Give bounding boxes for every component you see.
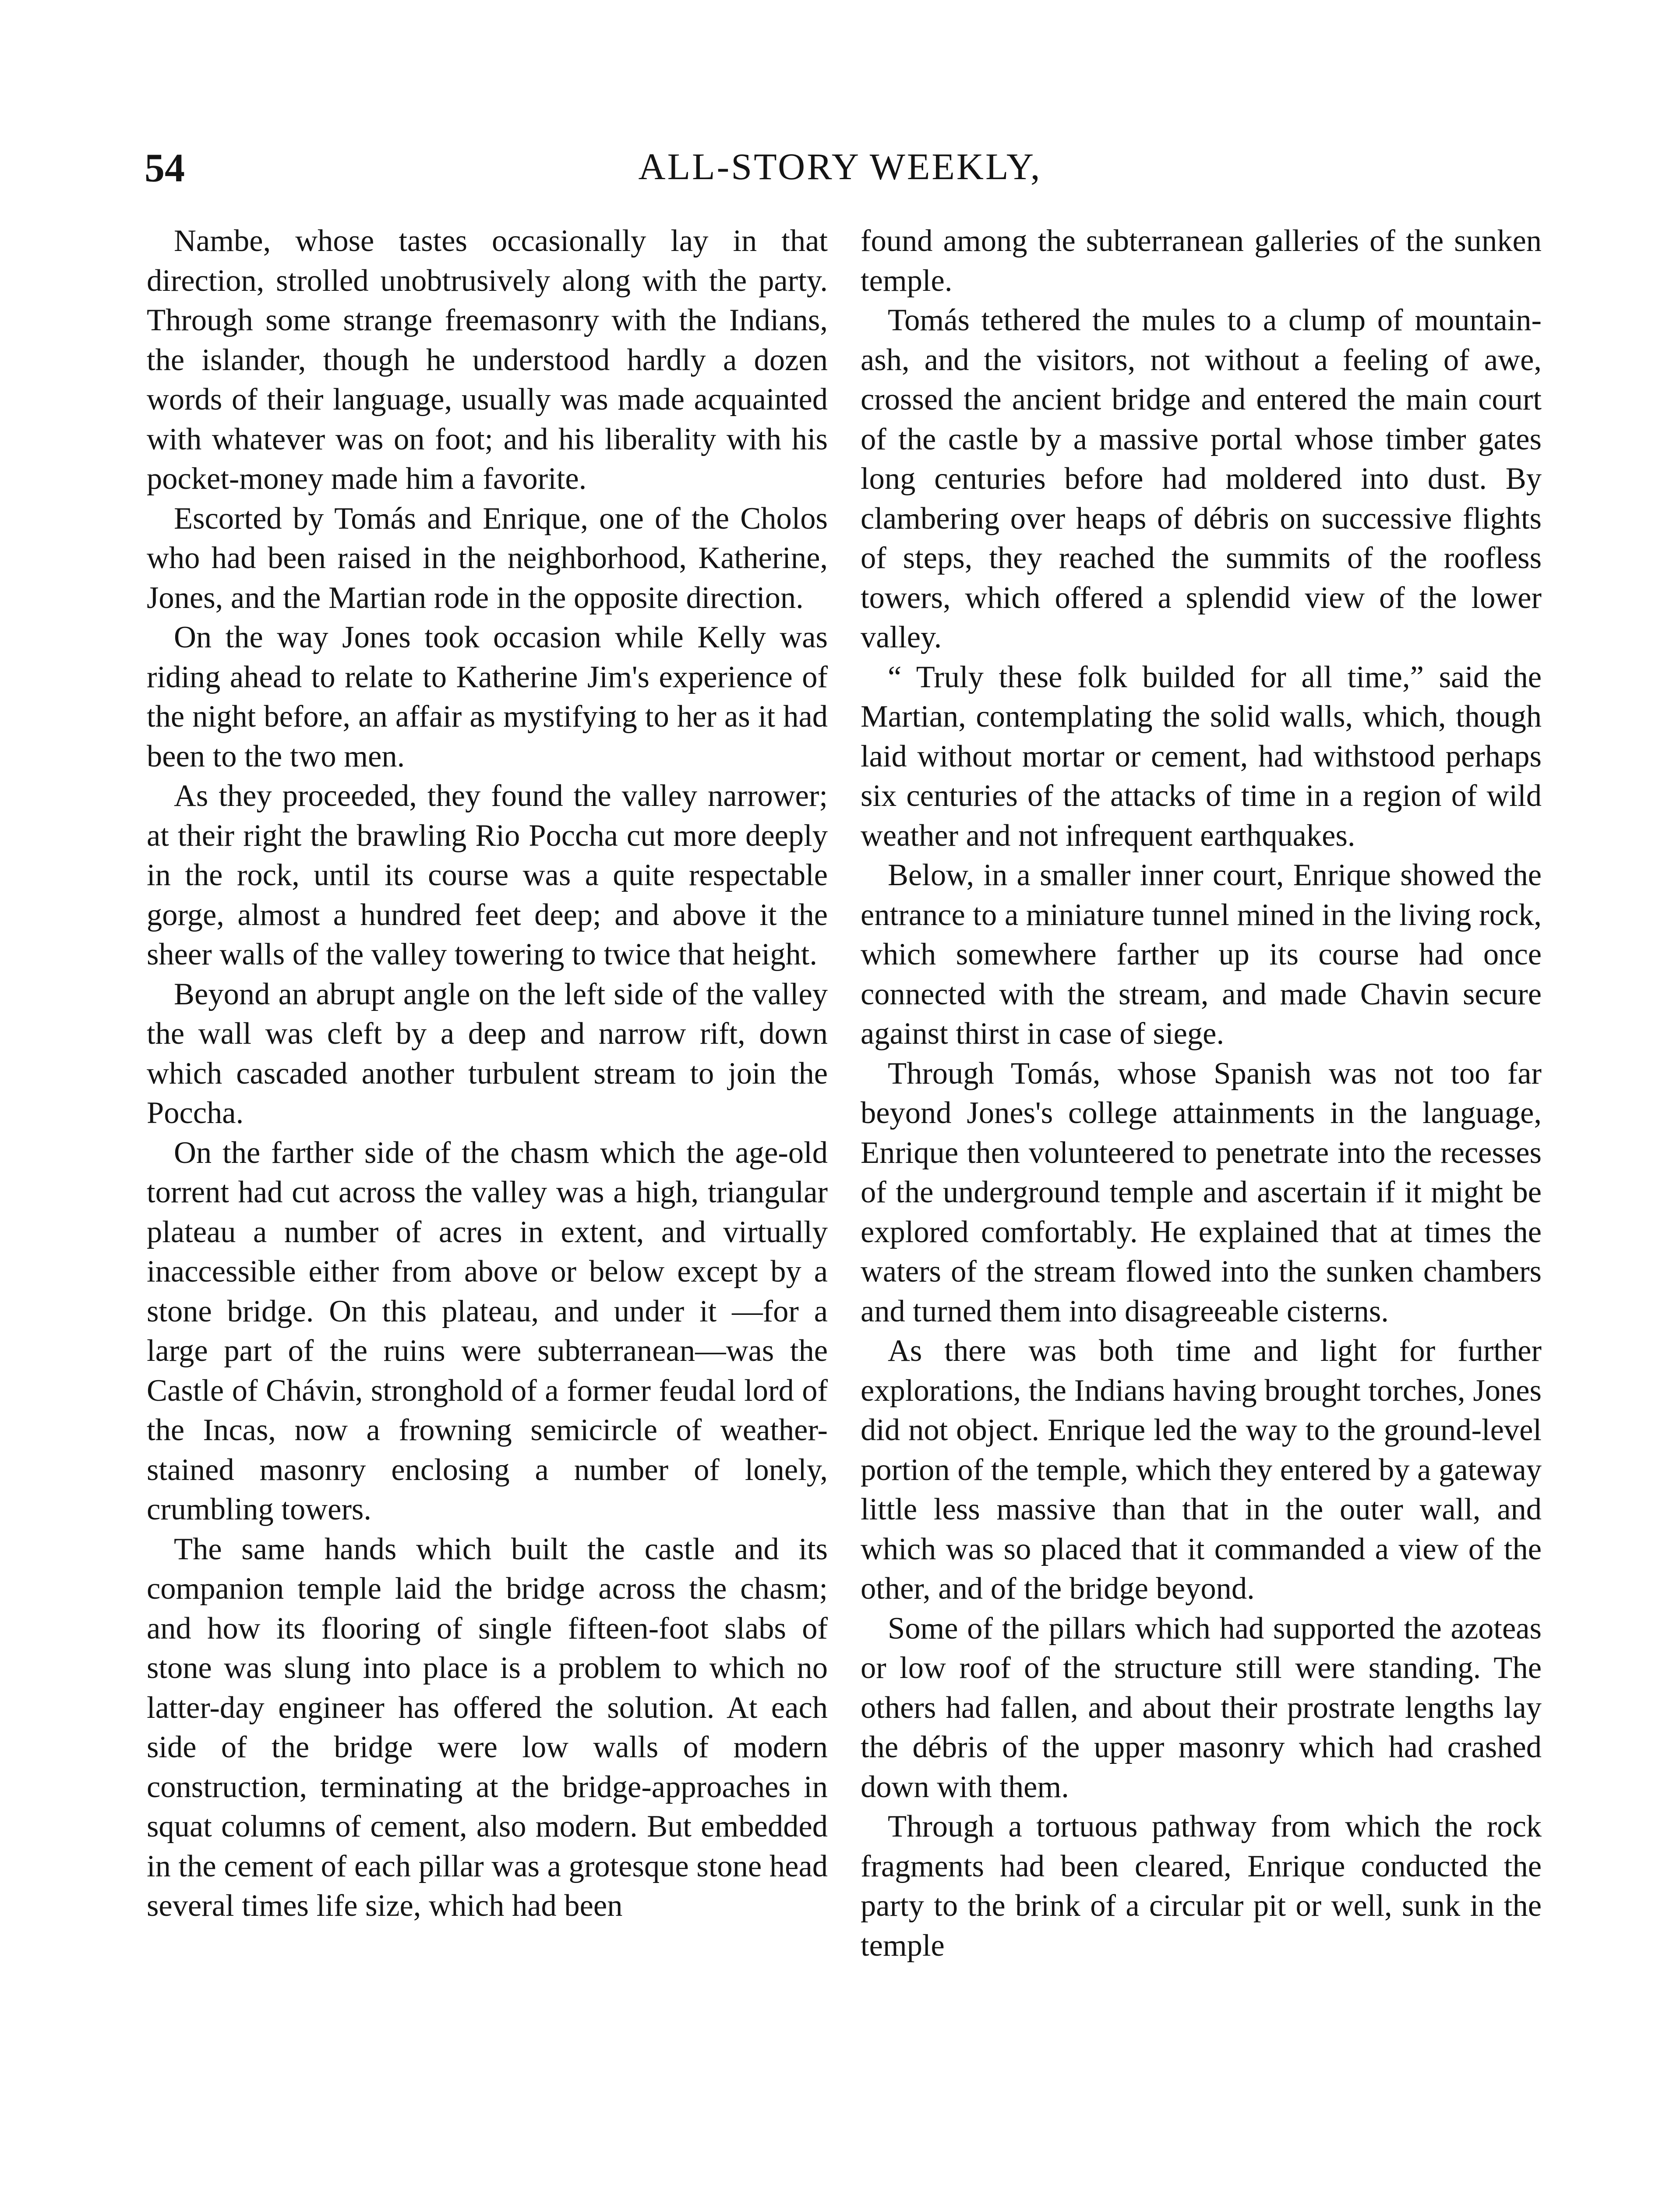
page-number: 54 <box>145 145 185 190</box>
paragraph: On the way Jones took occasion while Kelly was riding ahead to relate to Katherine Jim's experience of the night before, an affair as mystifying to her as it had been to the two men. <box>147 620 828 774</box>
right-column <box>861 221 1542 2190</box>
paragraph: Tomás tethered the mules to a clump of mountain-ash, and the visitors, not without a feeling of awe, crossed the ancient bridge and entered the main court of the castle by a massive portal whose timber gates long centuries before had moldered into dust. By clambering over heaps of débris on successive flights of steps, they reached the summits of the roofless towers, which offered a splendid view of the lower valley. <box>861 303 1542 654</box>
paragraph: As they proceeded, they found the valley narrower; at their right the brawling Rio Poccha cut more deeply in the rock, until its course was a quite respectable gorge, almost a hundred feet deep; and above it the sheer walls of the valley towering to twice that height. <box>147 779 828 971</box>
paragraph: “ Truly these folk builded for all time,” said the Martian, contemplating the solid walls, which, though laid without mortar or cement, had withstood perhaps six centuries of the attacks of time in a region of wild weather and not infrequent earthquakes. <box>861 660 1542 853</box>
paragraph: The same hands which built the castle and its companion temple laid the bridge across the chasm; and how its flooring of single fifteen-foot slabs of stone was slung into place is a problem to which no latter-day engineer has offered the solution. At each side of the bridge were low walls of modern construction, terminating at the bridge-approaches in squat columns of cement, also modern. But embedded in the cement of each pillar was a grotesque stone head several times life size, which had been <box>147 1532 828 1923</box>
paragraph: Escorted by Tomás and Enrique, one of the Cholos who had been raised in the neighborhood, Katherine, Jones, and the Martian rode in the opposite direction. <box>147 501 828 615</box>
paragraph: Through a tortuous pathway from which the rock fragments had been cleared, Enrique conducted the party to the brink of a circular pit or well, sunk in the temple <box>861 1809 1542 1963</box>
paragraph-continued: found among the subterranean galleries of the sunken temple. <box>861 224 1542 298</box>
paragraph: As there was both time and light for further explorations, the Indians having brought torches, Jones did not object. Enrique led the way to the ground-level portion of the temple, which they entered by a gateway little less massive than that in the outer wall, and which was so placed that it commanded a view of the other, and of the bridge beyond. <box>861 1334 1542 1606</box>
page-header <box>0 145 1680 201</box>
paragraph: Nambe, whose tastes occasionally lay in that direction, strolled unobtrusively along with the party. Through some strange freemasonry with the Indians, the islander, though he understood hardly a dozen words of their language, usually was made acquainted with whatever was on foot; and his liberality with his pocket-money made him a favorite. <box>147 224 828 496</box>
left-column <box>147 221 828 2190</box>
paragraph: Through Tomás, whose Spanish was not too far beyond Jones's college attainments in the language, Enrique then volunteered to penetrate into the recesses of the underground temple and ascertain if it might be explored comfortably. He explained that at times the waters of the stream flowed into the sunken chambers and turned them into disagreeable cisterns. <box>861 1056 1542 1328</box>
paragraph: On the farther side of the chasm which the age-old torrent had cut across the valley was a high, triangular plateau a number of acres in extent, and virtually inaccessible either from above or below except by a stone bridge. On this plateau, and under it —for a large part of the ruins were subterranean—was the Castle of Chávin, stronghold of a former feudal lord of the Incas, now a frowning semicircle of weather-stained masonry enclosing a number of lonely, crumbling towers. <box>147 1135 828 1526</box>
paragraph: Below, in a smaller inner court, Enrique showed the entrance to a miniature tunnel mined in the living rock, which somewhere farther up its course had once connected with the stream, and made Chavin secure against thirst in case of siege. <box>861 858 1542 1051</box>
paragraph: Some of the pillars which had supported the azoteas or low roof of the structure still were standing. The others had fallen, and about their prostrate lengths lay the débris of the upper masonry which had crashed down with them. <box>861 1611 1542 1804</box>
paragraph: Beyond an abrupt angle on the left side of the valley the wall was cleft by a deep and narrow rift, down which cascaded another turbulent stream to join the Poccha. <box>147 977 828 1130</box>
running-title: ALL-STORY WEEKLY, <box>638 145 1042 187</box>
